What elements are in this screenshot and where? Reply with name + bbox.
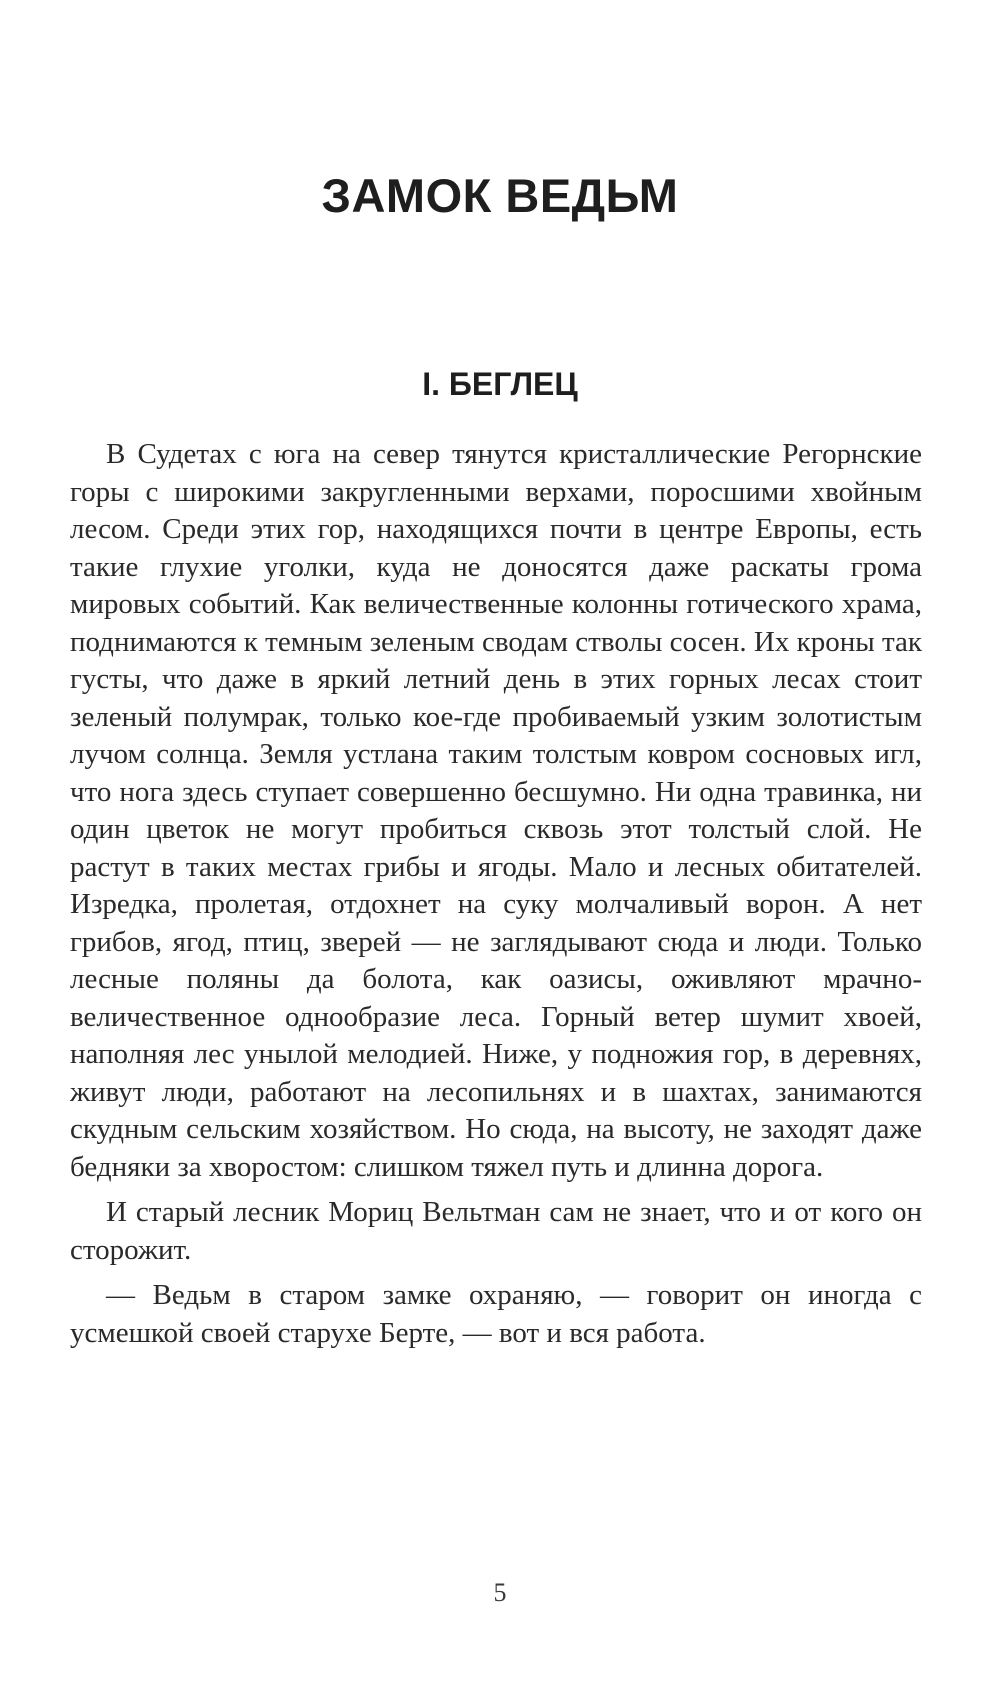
page-number: 5: [493, 1578, 507, 1607]
paragraph: И старый лесник Мориц Вельтман сам не знает, что и от кого он сторожит.: [70, 1196, 922, 1266]
paragraph: — Ведьм в старом замке охраняю, — говорит он иногда с усмешкой своей старухе Берте, — вот и вся работа.: [70, 1279, 922, 1349]
chapter-title: I. БЕГЛЕЦ: [422, 366, 578, 402]
body-text: [70, 436, 922, 1352]
paragraph: В Судетах с юга на север тянутся кристаллические Регорнские горы с широкими закругленными верхами, поросшими хвойным лесом. Среди этих гор, находящихся почти в центре Европы, есть такие глухие уголки, куда не доносятся даже раскаты грома мировых событий. Как величественные колонны готического храма, поднимаются к темным зеленым сводам стволы сосен. Их кроны так густы, что даже в яркий летний день в этих горных лесах стоит зеленый полумрак, только кое-где пробиваемый узким золотистым лучом солнца. Земля устлана таким толстым ковром сосновых игл, что нога здесь ступает совершенно бесшумно. Ни одна травинка, ни один цветок не могут пробиться сквозь этот толстый слой. Не растут в таких местах грибы и ягоды. Мало и лесных обитателей. Изредка, пролетая, отдохнет на суку молчаливый ворон. А нет грибов, ягод, птиц, зверей — не заглядывают сюда и люди. Только лесные поляны да болота, как оазисы, оживляют мрачно-величественное однообразие леса. Горный ветер шумит хвоей, наполняя лес унылой мелодией. Ниже, у подножия гор, в деревнях, живут люди, работают на лесопильнях и в шахтах, занимаются скудным сельским хозяйством. Но сюда, на высоту, не заходят даже бедняки за хворостом: слишком тяжел путь и длинна дорога.: [70, 438, 922, 1183]
book-title: ЗАМОК ВЕДЬМ: [321, 169, 679, 222]
